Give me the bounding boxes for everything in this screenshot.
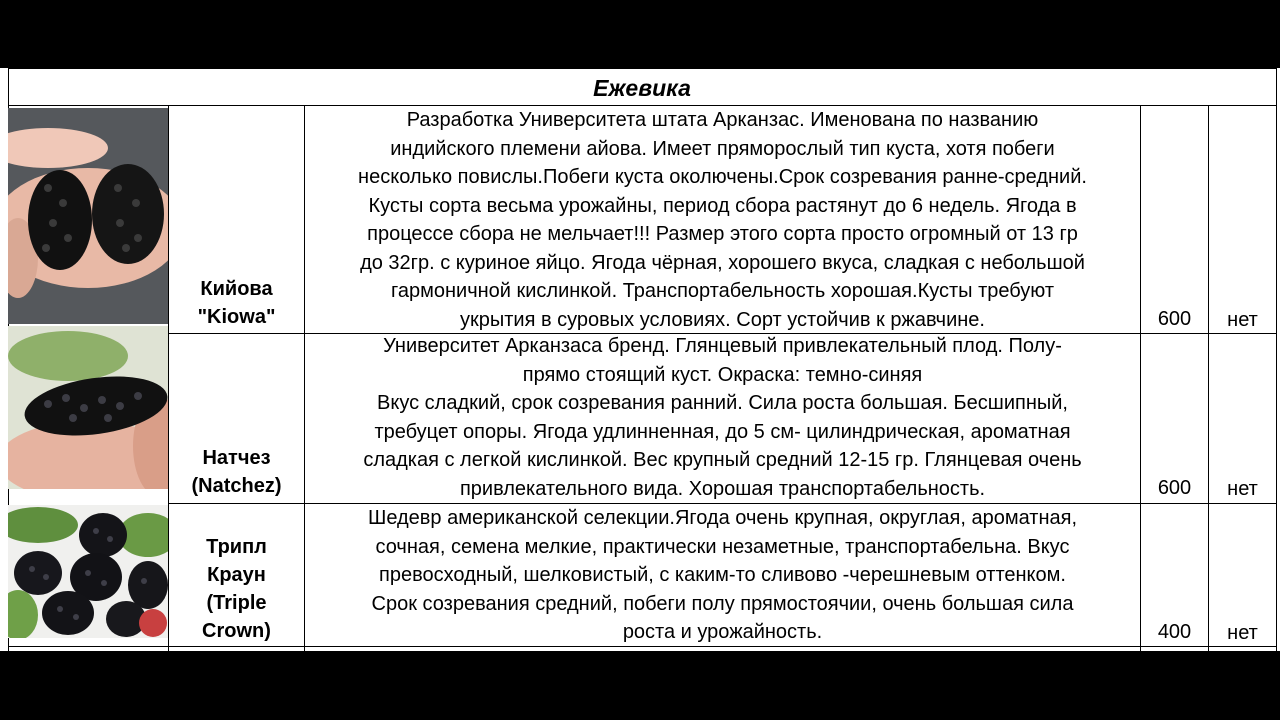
description-line: Шедевр американской селекции.Ягода очень крупная, округлая, ароматная, bbox=[368, 507, 1077, 529]
blackberries-in-hand-image bbox=[8, 108, 168, 324]
blackberry-cluster-image bbox=[8, 505, 168, 638]
price-triple-crown: 400 bbox=[1157, 621, 1192, 643]
table-title: Ежевика bbox=[593, 75, 691, 101]
description-line: сладкая с легкой кислинкой. Вес крупный средний 12-15 гр. Глянцевая очень bbox=[363, 449, 1082, 471]
variety-name-natchez bbox=[169, 442, 304, 500]
kiowa-photo bbox=[8, 108, 168, 324]
natchez-photo bbox=[8, 326, 168, 489]
description-line: Кусты сорта весьма урожайны, период сбора растянут до 6 недель. Ягода в bbox=[368, 194, 1077, 217]
description-line: гармоничной кислинкой. Транспортабельность хорошая.Кусты требуют bbox=[391, 280, 1054, 302]
name-line: Кийова bbox=[200, 278, 273, 300]
description-line: роста и урожайность. bbox=[622, 621, 823, 643]
description-line: процессе сбора не мельчает!!! Размер этого сорта просто огромный от 13 гр bbox=[367, 223, 1078, 245]
description-line: сочная, семена мелкие, практически незаметные, транспортабельна. Вкус bbox=[375, 535, 1070, 558]
price-natchez: 600 bbox=[1157, 477, 1192, 499]
availability-triple-crown: нет bbox=[1227, 622, 1258, 644]
blackberry-on-fingers-image bbox=[8, 326, 168, 489]
grid-line bbox=[1208, 105, 1209, 651]
description-line: Вкус сладкий, срок созревания ранний. Сила роста большая. Бесшипный, bbox=[377, 392, 1068, 414]
description-line: прямо стоящий куст. Окраска: темно-синяя bbox=[522, 363, 923, 386]
grid-line bbox=[1276, 68, 1277, 651]
description-line: несколько повислы.Побеги куста околючены.Срок созревания ранне-средний. bbox=[358, 166, 1087, 188]
description-line: требуцет опоры. Ягода удлинненная, до 5 см- цилиндрическая, ароматная bbox=[374, 420, 1071, 443]
name-line: Трипл bbox=[206, 536, 267, 558]
description-line: Срок созревания средний, побеги полу прямостоячии, очень большая сила bbox=[371, 592, 1074, 615]
variety-description-natchez bbox=[305, 332, 1140, 503]
name-line: "Kiowa" bbox=[197, 306, 276, 328]
spreadsheet-table bbox=[0, 68, 1280, 651]
variety-name-kiowa bbox=[169, 273, 304, 331]
description-line: укрытия в суровых условиях. Сорт устойчив к ржавчине. bbox=[460, 308, 985, 331]
description-line: Университет Арканзаса бренд. Глянцевый привлекательный плод. Полу- bbox=[383, 335, 1062, 357]
description-line: до 32гр. с куриное яйцо. Ягода чёрная, хорошего вкуса, сладкая с небольшой bbox=[360, 251, 1085, 274]
variety-name-triple-crown bbox=[169, 529, 304, 645]
availability-kiowa: нет bbox=[1227, 309, 1258, 331]
description-line: Разработка Университета штата Арканзас. Именована по названию bbox=[406, 109, 1039, 131]
description-line: превосходный, шелковистый, с каким-то сливово -черешневым оттенком. bbox=[379, 564, 1066, 586]
description-line: привлекательного вида. Хорошая транспортабельность. bbox=[459, 477, 986, 500]
grid-line bbox=[1140, 105, 1141, 651]
grid-line bbox=[8, 68, 1276, 69]
variety-description-triple-crown bbox=[305, 504, 1140, 647]
variety-description-kiowa bbox=[305, 106, 1140, 334]
availability-natchez: нет bbox=[1227, 478, 1258, 500]
name-line: Краун bbox=[207, 564, 266, 586]
name-line: (Natchez) bbox=[191, 475, 282, 497]
triple-crown-photo bbox=[8, 505, 168, 638]
name-line: (Triple bbox=[206, 592, 267, 614]
name-line: Натчез bbox=[202, 447, 271, 469]
description-line: индийского племени айова. Имеет пряморослый тип куста, хотя побеги bbox=[390, 137, 1055, 160]
name-line: Crown) bbox=[202, 620, 271, 642]
price-kiowa: 600 bbox=[1157, 308, 1192, 330]
